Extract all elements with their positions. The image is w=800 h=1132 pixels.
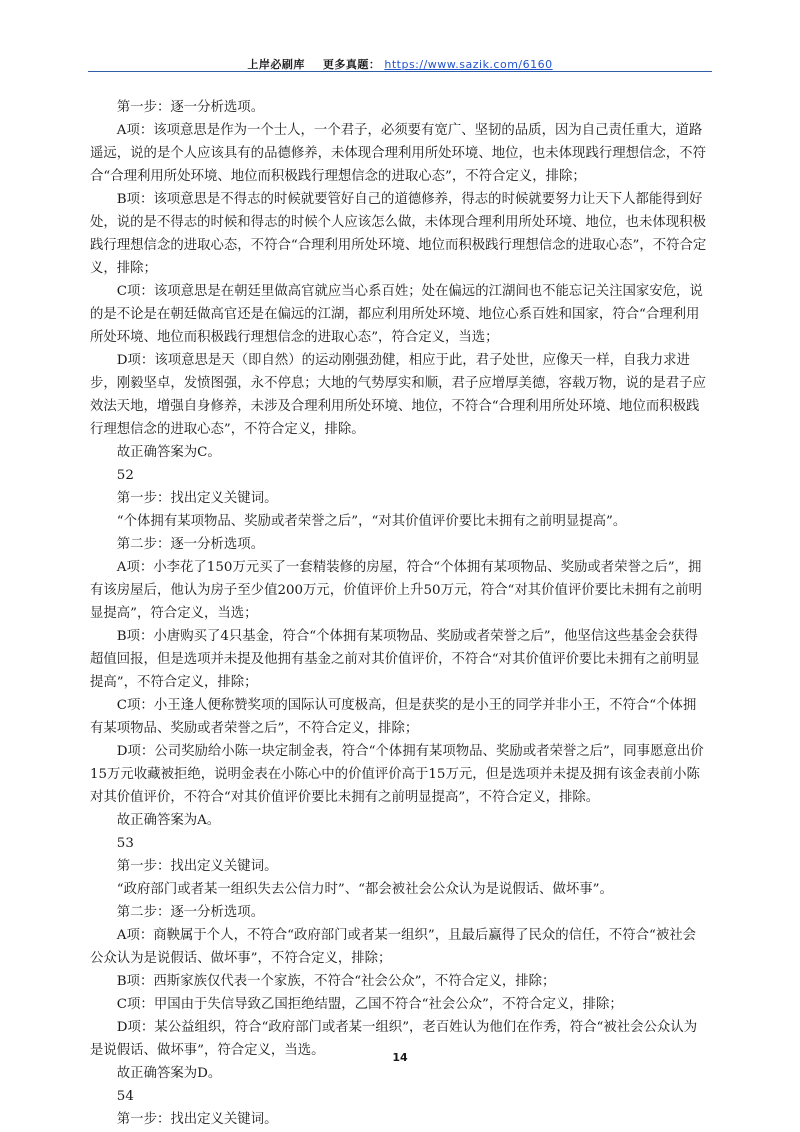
paragraph: 第一步：找出定义关键词。 xyxy=(116,1112,278,1127)
paragraph: B项：该项意思是不得志的时候就要管好自己的道德修养，得志的时候就要努力让天下人都能得到好处，说的是不得志的时候和得志的时候个人应该怎么做，未体现合理利用所处环境、地位，也未体现积极践行理想信念的进取心态，不符合“合理利用所处环境、地位而积极践行理想信念的进取心态”，不符合定义，排除； xyxy=(90,192,707,276)
answer-line: 故正确答案为A。 xyxy=(116,813,221,828)
header-more-label: 更多真题： xyxy=(322,58,381,71)
paragraph: “个体拥有某项物品、奖励或者荣誉之后”，“对其价值评价要比未拥有之前明显提高”。 xyxy=(116,514,627,529)
paragraph: 第二步：逐一分析选项。 xyxy=(116,905,265,920)
header-brand: 上岸必刷库 xyxy=(247,58,305,71)
paragraph: C项：甲国由于失信导致乙国拒绝结盟，乙国不符合“社会公众”，不符合定义，排除； xyxy=(116,997,623,1012)
paragraph: C项：小王逢人便称赞奖项的国际认可度极高，但是获奖的是小王的同学并非小王，不符合“个体拥有某项物品、奖励或者荣誉之后”，不符合定义，排除； xyxy=(90,698,697,736)
paragraph: 第一步：逐一分析选项。 xyxy=(116,100,265,115)
paragraph: D项：公司奖励给小陈一块定制金表，符合“个体拥有某项物品、奖励或者荣誉之后”，同事愿意出价15万元收藏被拒绝，说明金表在小陈心中的价值评价高于15万元，但是选项并未提及拥有该金表前小陈对其价值评价，不符合“对其价值评价要比未拥有之前明显提高”，不符合定义，排除。 xyxy=(90,744,704,805)
header-divider xyxy=(88,71,712,72)
paragraph: 第二步：逐一分析选项。 xyxy=(116,537,265,552)
page-header xyxy=(0,56,800,72)
answer-line: 故正确答案为C。 xyxy=(116,445,221,460)
paragraph: D项：该项意思是天（即自然）的运动刚强劲健，相应于此，君子处世，应像天一样，自我力求进步，刚毅坚卓，发愤图强，永不停息；大地的气势厚实和顺，君子应增厚美德，容载万物，说的是君子应效法天地，增强自身修养，未涉及合理利用所处环境、地位，不符合“合理利用所处环境、地位而积极践行理想信念的进取心态”，不符合定义，排除。 xyxy=(90,353,706,437)
question-number: 54 xyxy=(116,1089,134,1104)
paragraph: A项：小李花了150万元买了一套精装修的房屋，符合“个体拥有某项物品、奖励或者荣誉之后”，拥有该房屋后，他认为房子至少值200万元，价值评价上升50万元，符合“对其价值评价要比未拥有之前明显提高”，符合定义，当选； xyxy=(90,560,702,621)
paragraph: B项：小唐购买了4只基金，符合“个体拥有某项物品、奖励或者荣誉之后”，他坚信这些基金会获得超值回报，但是选项并未提及他拥有基金之前对其价值评价，不符合“对其价值评价要比未拥有之前明显提高”，不符合定义，排除； xyxy=(90,629,700,690)
paragraph: A项：该项意思是作为一个士人，一个君子，必须要有宽广、坚韧的品质，因为自己责任重大，道路遥远，说的是个人应该具有的品德修养，未体现合理利用所处环境、地位，也未体现践行理想信念，不符合“合理利用所处环境、地位而积极践行理想信念的进取心态”，不符合定义，排除； xyxy=(90,123,706,184)
question-number: 52 xyxy=(116,468,134,483)
paragraph: C项：该项意思是在朝廷里做高官就应当心系百姓；处在偏远的江湖间也不能忘记关注国家安危，说的是不论是在朝廷做高官还是在偏远的江湖，都应利用所处环境、地位心系百姓和国家，符合“合理利用所处环境、地位而积极践行理想信念的进取心态”，符合定义，当选； xyxy=(90,284,703,345)
paragraph: 第一步：找出定义关键词。 xyxy=(116,491,278,506)
paragraph: D项：某公益组织，符合“政府部门或者某一组织”，老百姓认为他们在作秀，符合“被社会公众认为是说假话、做坏事”，符合定义，当选。 xyxy=(90,1020,698,1058)
paragraph: A项：商鞅属于个人，不符合“政府部门或者某一组织”，且最后赢得了民众的信任，不符合“被社会公众认为是说假话、做坏事”，不符合定义，排除； xyxy=(90,928,697,966)
paragraph: B项：西斯家族仅代表一个家族，不符合“社会公众”，不符合定义，排除； xyxy=(116,974,556,989)
paragraph: “政府部门或者某一组织失去公信力时”、“都会被社会公众认为是说假话、做坏事”。 xyxy=(116,882,613,897)
paragraph: 第一步：找出定义关键词。 xyxy=(116,859,278,874)
question-number: 53 xyxy=(116,836,134,851)
document-body xyxy=(90,96,708,1131)
answer-line: 故正确答案为D。 xyxy=(116,1066,222,1081)
page-number: 14 xyxy=(392,1051,408,1064)
header-link[interactable]: https://www.sazik.com/6160 xyxy=(384,58,553,71)
